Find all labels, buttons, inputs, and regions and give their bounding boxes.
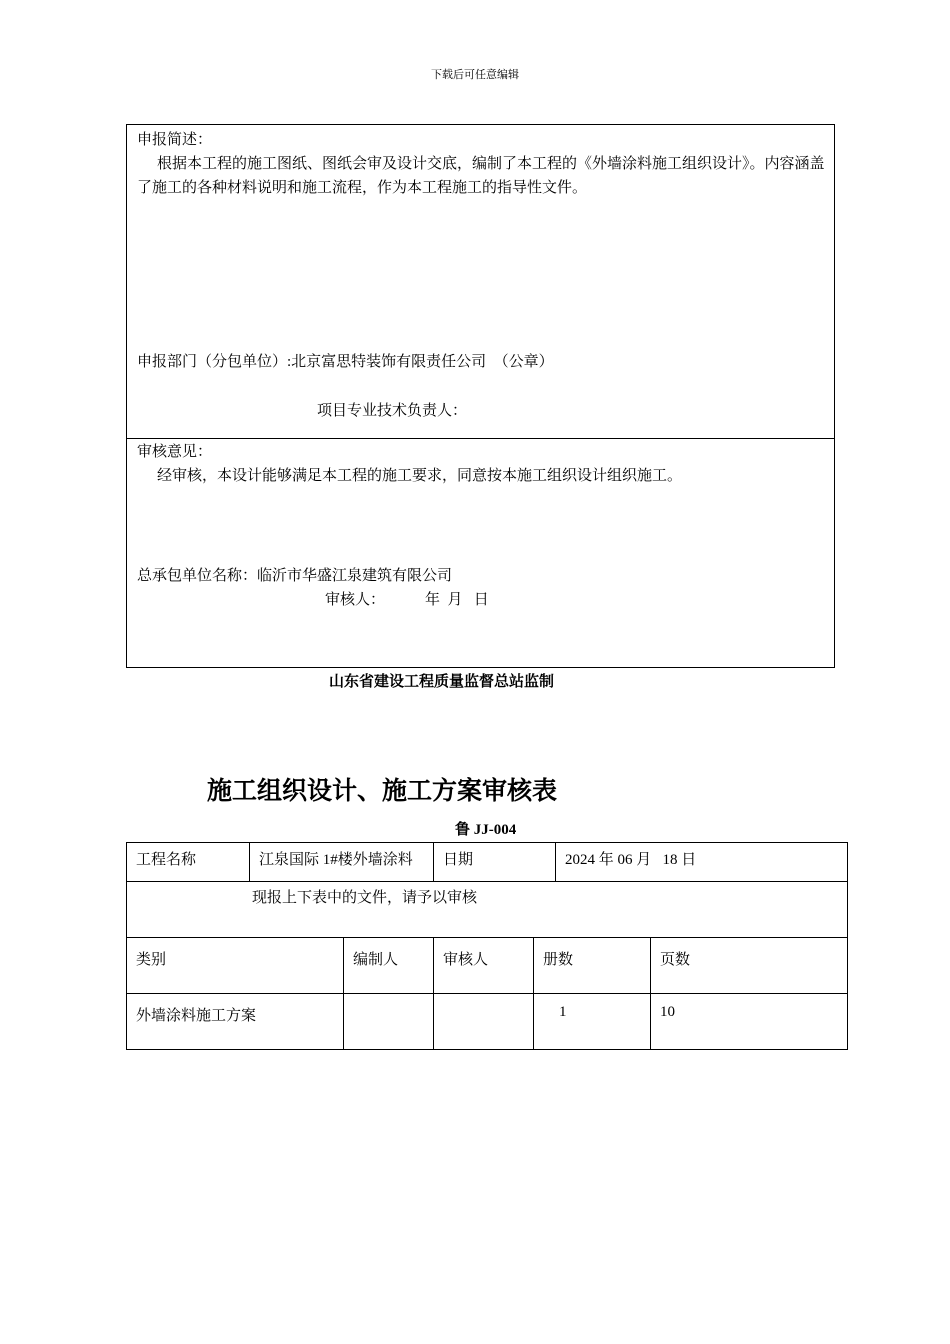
submission-section [127, 125, 834, 439]
review-body: 经审核，本设计能够满足本工程的施工要求，同意按本施工组织设计组织施工。 [157, 468, 683, 484]
form-title: 施工组织设计、施工方案审核表 [207, 778, 558, 805]
review-section [127, 439, 834, 667]
row-volumes: 1 [534, 994, 651, 1050]
project-name-value: 江泉国际 1#楼外墙涂料 [250, 843, 434, 882]
form-code: 鲁 JJ-004 [455, 822, 517, 838]
date-label: 日期 [434, 843, 556, 882]
col-pages: 页数 [651, 938, 848, 994]
project-row [127, 843, 848, 882]
date-value: 2024 年 06 月 18 日 [556, 843, 848, 882]
request-text: 现报上下表中的文件，请予以审核 [252, 890, 478, 906]
col-category: 类别 [127, 938, 344, 994]
project-name-label: 工程名称 [127, 843, 250, 882]
submitting-department: 申报部门（分包单位）:北京富思特装饰有限责任公司 （公章） [137, 354, 554, 370]
col-reviewer: 审核人 [434, 938, 534, 994]
review-table [126, 842, 848, 1050]
header-note: 下载后可任意编辑 [431, 69, 519, 81]
general-contractor-line: 总承包单位名称：临沂市华盛江泉建筑有限公司 [137, 568, 453, 584]
review-date-fields: 年 月 日 [425, 592, 489, 608]
reviewer-label: 审核人： [325, 592, 386, 608]
row-author [344, 994, 434, 1050]
tech-lead-label: 项目专业技术负责人： [317, 403, 468, 419]
col-volumes: 册数 [534, 938, 651, 994]
supervision-footer: 山东省建设工程质量监督总站监制 [329, 674, 555, 690]
request-cell [127, 882, 848, 938]
table-row [127, 994, 848, 1050]
request-row [127, 882, 848, 938]
row-reviewer [434, 994, 534, 1050]
row-pages: 10 [651, 994, 848, 1050]
row-category: 外墙涂料施工方案 [127, 994, 344, 1050]
upper-form [126, 124, 835, 668]
submission-label: 申报简述： [137, 132, 213, 148]
column-header-row [127, 938, 848, 994]
review-label: 审核意见： [137, 444, 213, 460]
submission-body: 根据本工程的施工图纸、图纸会审及设计交底，编制了本工程的《外墙涂料施工组织设计》。内容涵盖了施工的各种材料说明和施工流程，作为本工程施工的指导性文件。 [137, 156, 825, 196]
col-author: 编制人 [344, 938, 434, 994]
